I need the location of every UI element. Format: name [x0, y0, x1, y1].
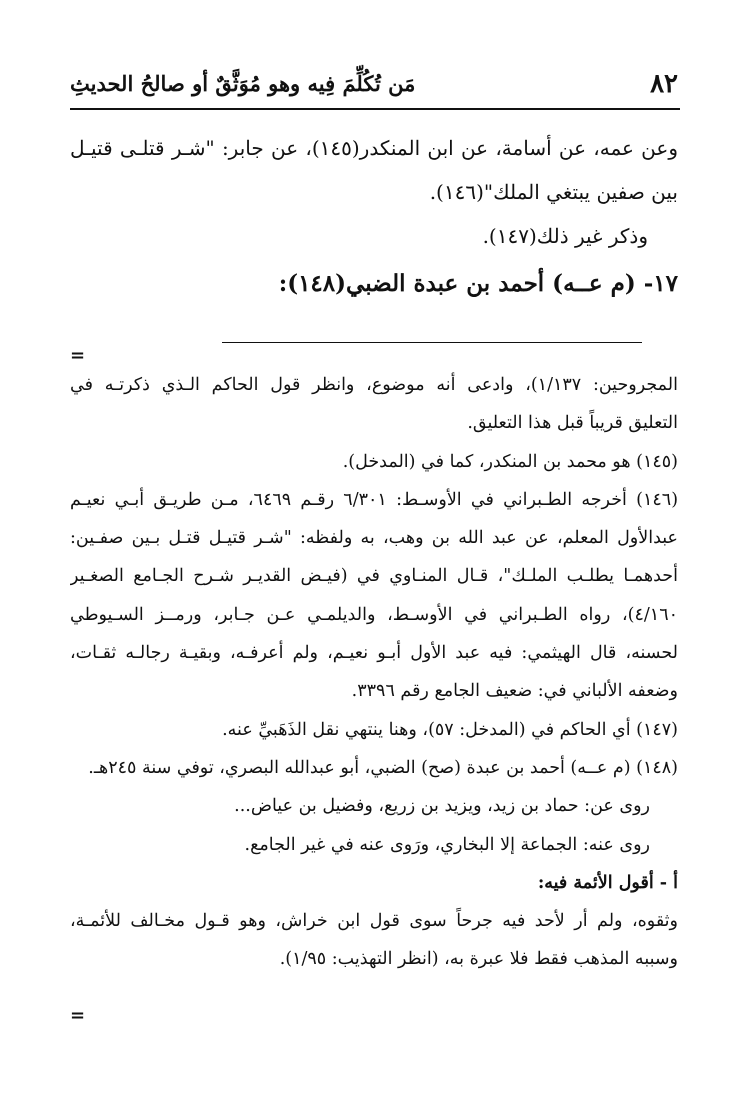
- entry-heading: ١٧- (م عــه) أحمد بن عبدة الضبي(١٤٨):: [278, 270, 678, 297]
- footnote-146-line-5: لحسنه، قال الهيثمي: فيه عبد الأول أبـو نعيـم، ولم أعرفـه، وبقيـة رجالـه ثقـات،: [70, 643, 678, 664]
- main-line-2: بين صفين يبتغي الملك"(١٤٦).: [429, 180, 678, 204]
- footnote-148-narrated-by: روى عنه: الجماعة إلا البخاري، ورَوى عنه في غير الجامع.: [244, 834, 650, 855]
- page-number: ٨٢: [650, 69, 678, 99]
- footnote-continuation-line-1: المجروحين: ١/١٣٧)، وادعى أنه موضوع، وانظر قول الحاكم الـذي ذكرتـه في: [70, 375, 678, 395]
- page-header: [70, 66, 678, 102]
- footnote-148-paragraph-line-1: وثقوه، ولم أر لأحد فيه جرحاً سوى قول ابن خراش، وهو قـول مخـالف للأئمـة،: [70, 911, 678, 932]
- footnote-146-line-3: أحدهمـا يطلـب الملـك"، قـال المنـاوي في (فيـض القديـر شـرح الجـامع الصغـير: [70, 566, 678, 587]
- footnote-146-line-4: ٤/١٦٠)، رواه الطـبراني في الأوسـط، والديلمـي عـن جـابر، ورمــز السـيوطي: [70, 604, 678, 625]
- footnote-146-line-2: عبدالأول المعلم، عن عبد الله بن وهب، به ولفظه: "شـر قتيـل قتـل بـين صفـين:: [70, 528, 678, 549]
- footnote-separator: [222, 342, 642, 343]
- main-line-3: وذكر غير ذلك(١٤٧).: [482, 224, 648, 248]
- main-line-1: وعن عمه، عن أسامة، عن ابن المنكدر(١٤٥)، عن جابر: "شـر قتلـى قتيـل: [70, 136, 678, 160]
- footnote-146-line-1: (١٤٦) أخرجه الطـبراني في الأوسـط: ٦/٣٠١ رقـم ٦٤٦٩، مـن طريـق أبـي نعيـم: [70, 489, 678, 510]
- continuation-mark-bottom: =: [70, 1005, 86, 1026]
- main-text: [70, 126, 678, 308]
- footnote-147: (١٤٧) أي الحاكم في (المدخل: ٥٧)، وهنا ينتهي نقل الذَهَبيِّ عنه.: [222, 719, 678, 740]
- continuation-mark-top: =: [70, 345, 86, 366]
- footnote-146-line-6: وضعفه الألباني في: ضعيف الجامع رقم ٣٣٩٦.: [351, 681, 678, 702]
- footnote-148: (١٤٨) (م عــه) أحمد بن عبدة (صح) الضبي، أبو عبدالله البصري، توفي سنة ٢٤٥هـ.: [88, 757, 678, 778]
- footnote-148-narrated-from: روى عن: حماد بن زيد، ويزيد بن زريع، وفضيل بن عياض...: [234, 796, 650, 817]
- footnotes: [70, 366, 678, 979]
- footnote-148-paragraph-line-2: وسببه المذهب فقط فلا عبرة به، (انظر التهذيب: ١/٩٥).: [279, 949, 678, 970]
- footnote-148-subheading: أ - أقول الأئمة فيه:: [537, 872, 678, 893]
- footnote-continuation-line-2: التعليق قريباً قبل هذا التعليق.: [467, 413, 678, 434]
- footnote-145: (١٤٥) هو محمد بن المنكدر، كما في (المدخل).: [342, 451, 678, 472]
- header-rule: [70, 108, 680, 110]
- running-title: مَن تُكُلِّمَ فِيه وهو مُوَثَّقٌ أو صالحُ الحديثِ: [70, 71, 416, 96]
